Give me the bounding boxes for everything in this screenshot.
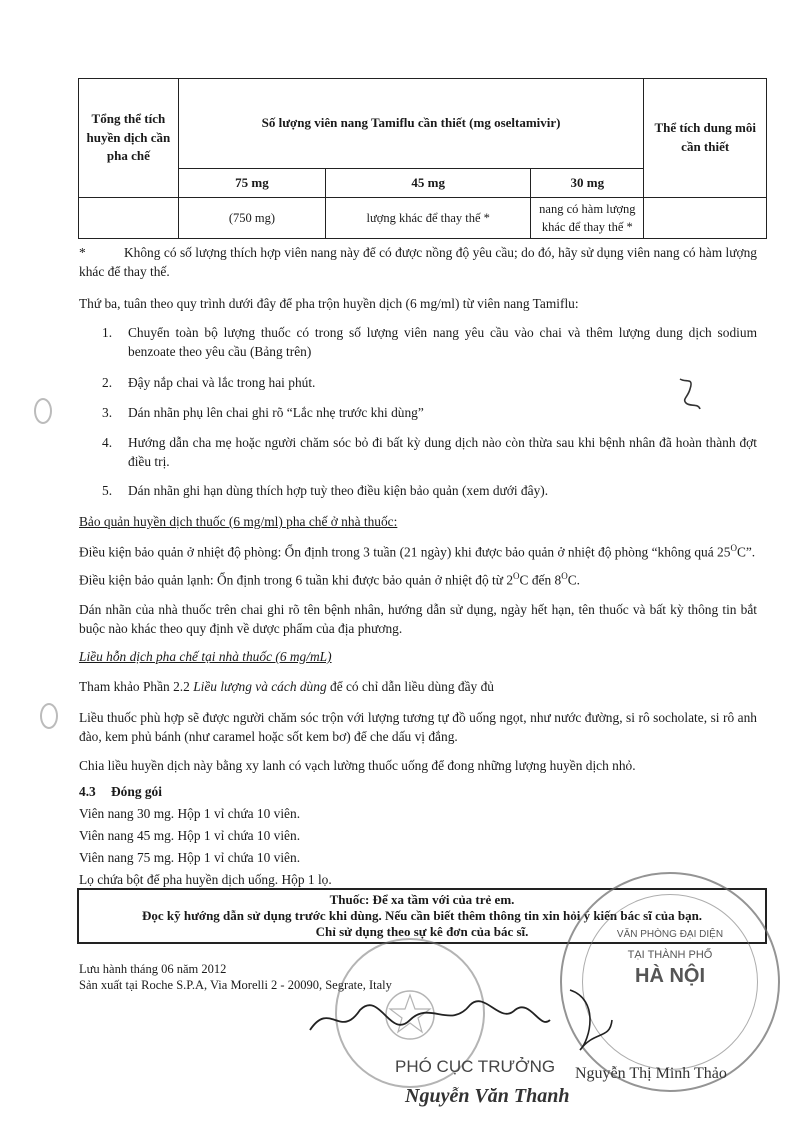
table-cell — [644, 198, 767, 239]
list-item — [102, 433, 757, 472]
list-item: Viên nang 45 mg. Hộp 1 vỉ chứa 10 viên. — [79, 828, 301, 843]
storage-room-text: Điều kiện bảo quản ở nhiệt độ phòng: Ổn định trong 3 tuần (21 ngày) khi được bảo quản ở nhiệt độ phòng “không quá 25 — [79, 544, 731, 560]
manufacturer-info: Sản xuất tại Roche S.P.A, Via Morelli 2 - 20090, Segrate, Italy — [79, 978, 392, 992]
dosing-heading: Liều hỗn dịch pha chế tại nhà thuốc (6 mg/mL) — [79, 649, 332, 664]
list-item: Lọ chứa bột để pha huyền dịch uống. Hộp 1 lọ. — [79, 872, 332, 887]
list-item — [102, 403, 757, 422]
degree-sup: O — [730, 543, 737, 553]
step-text: Dán nhãn phụ lên chai ghi rõ “Lắc nhẹ trước khi dùng” — [128, 405, 424, 420]
storage-room-suffix: C”. — [736, 544, 756, 560]
storage-room-temp — [79, 542, 757, 562]
storage-cold-text: Điều kiện bảo quản lạnh: Ổn định trong 6 tuần khi được bảo quản ở nhiệt độ từ 2 — [79, 572, 514, 588]
table-footnote — [79, 243, 757, 282]
section-number: 4.3 — [79, 784, 96, 799]
section-title: Đóng gói — [111, 784, 162, 799]
dosing-ref-suffix: để có chỉ dẫn liều dùng đầy đủ — [326, 679, 494, 694]
dosing-ref-section: Liều lượng và cách dùng — [193, 679, 327, 694]
step-text: Hướng dẫn cha mẹ hoặc người chăm sóc bỏ đi bất kỳ dung dịch nào còn thừa sau khi bệnh nhân đã hoàn thành đợt điều trị. — [128, 435, 757, 470]
subheader-75mg: 75 mg — [178, 169, 325, 198]
list-item — [102, 481, 757, 500]
step-text: Chuyển toàn bộ lượng thuốc có trong số lượng viên nang yêu cầu vào chai và thêm lượng dung dịch sodium benzoate theo yêu cầu (Bảng trên) — [128, 325, 757, 360]
dosing-mix: Liều thuốc phù hợp sẽ được người chăm sóc trộn với lượng tương tự đồ uống ngọt, như nước đường, si rô socholate, si rô anh đào, kem phủ bánh (như caramel hoặc sốt kem bơ) để che dấu vị đắng. — [79, 710, 757, 745]
warning-line-2: Đọc kỹ hướng dẫn sử dụng trước khi dùng. Nếu cần biết thêm thông tin xin hỏi ý kiến bác sĩ của bạn. — [141, 908, 703, 923]
signature-name-2: Nguyễn Thị Minh Thảo — [575, 1065, 727, 1082]
dosage-table — [78, 78, 767, 239]
table-cell: lượng khác để thay thế * — [326, 198, 531, 239]
storage-cold — [79, 570, 757, 590]
table-cell: nang có hàm lượng khác để thay thế * — [531, 198, 644, 239]
col-capsules-header: Số lượng viên nang Tamiflu cần thiết (mg oseltamivir) — [178, 79, 644, 169]
stamp-line-2: TẠI THÀNH PHỐ — [627, 949, 713, 961]
table-cell — [79, 198, 179, 239]
table-cell: (750 mg) — [178, 198, 325, 239]
warning-line-3: Chỉ sử dụng theo sự kê đơn của bác sĩ. — [315, 924, 529, 939]
signature-name-1: Nguyễn Văn Thanh — [405, 1085, 570, 1107]
procedure-intro: Thứ ba, tuân theo quy trình dưới đây để pha trộn huyền dịch (6 mg/ml) từ viên nang Tamiflu: — [79, 296, 579, 311]
degree-sup: O — [561, 571, 568, 581]
storage-cold-mid: C đến 8 — [519, 572, 562, 588]
footnote-text: Không có số lượng thích hợp viên nang này để có được nồng độ yêu cầu; do đó, hãy sử dụng viên nang có hàm lượng khác để thay thế. — [79, 245, 757, 280]
footnote-marker: * — [79, 245, 86, 260]
stamp-line-1: VĂN PHÒNG ĐẠI DIỆN — [616, 929, 724, 940]
step-number: 5. — [102, 483, 113, 498]
list-item: Viên nang 30 mg. Hộp 1 vỉ chứa 10 viên. — [79, 806, 301, 821]
step-number: 3. — [102, 405, 113, 420]
signature-title: PHÓ CỤC TRƯỞNG — [395, 1057, 556, 1076]
storage-heading: Bảo quản huyền dịch thuốc (6 mg/ml) pha chế ở nhà thuốc: — [79, 514, 398, 529]
step-text: Dán nhãn ghi hạn dùng thích hợp tuỳ theo điều kiện bảo quản (xem dưới đây). — [128, 483, 549, 498]
list-item — [102, 323, 757, 362]
dosing-reference — [79, 677, 757, 696]
warning-line-1: Thuốc: Để xa tầm với của trẻ em. — [329, 892, 515, 907]
label-note: Dán nhãn của nhà thuốc trên chai ghi rõ tên bệnh nhân, hướng dẫn sử dụng, ngày hết hạn, tên thuốc và bất kỳ thông tin bắt buộc nào khác theo quy định về dược phẩm của địa phương. — [79, 602, 757, 637]
step-text: Đậy nắp chai và lắc trong hai phút. — [128, 375, 316, 390]
dosing-measure: Chia liều huyền dịch này bằng xy lanh có vạch lường thuốc uống để đong những lượng huyền dịch nhỏ. — [79, 758, 636, 773]
stamp-line-3: HÀ NỘI — [635, 965, 705, 987]
step-number: 1. — [102, 325, 113, 340]
degree-sup: O — [513, 571, 520, 581]
col-total-volume-header: Tổng thể tích huyền dịch cần pha chế — [79, 79, 179, 198]
col-solvent-header: Thể tích dung môi cần thiết — [644, 79, 767, 198]
subheader-45mg: 45 mg — [326, 169, 531, 198]
punch-hole-top — [34, 398, 52, 424]
storage-cold-suffix: C. — [567, 572, 580, 588]
step-number: 4. — [102, 435, 113, 450]
punch-hole-bottom — [40, 703, 58, 729]
subheader-30mg: 30 mg — [531, 169, 644, 198]
list-item: Viên nang 75 mg. Hộp 1 vỉ chứa 10 viên. — [79, 850, 301, 865]
table-row — [79, 198, 767, 239]
handwritten-mark — [676, 373, 704, 413]
packaging-heading — [79, 782, 757, 801]
dosing-ref-prefix: Tham khảo Phần 2.2 — [79, 679, 194, 694]
list-item — [102, 373, 757, 392]
step-number: 2. — [102, 375, 113, 390]
circulation-date: Lưu hành tháng 06 năm 2012 — [79, 962, 227, 976]
signature-scribble — [300, 970, 620, 1060]
